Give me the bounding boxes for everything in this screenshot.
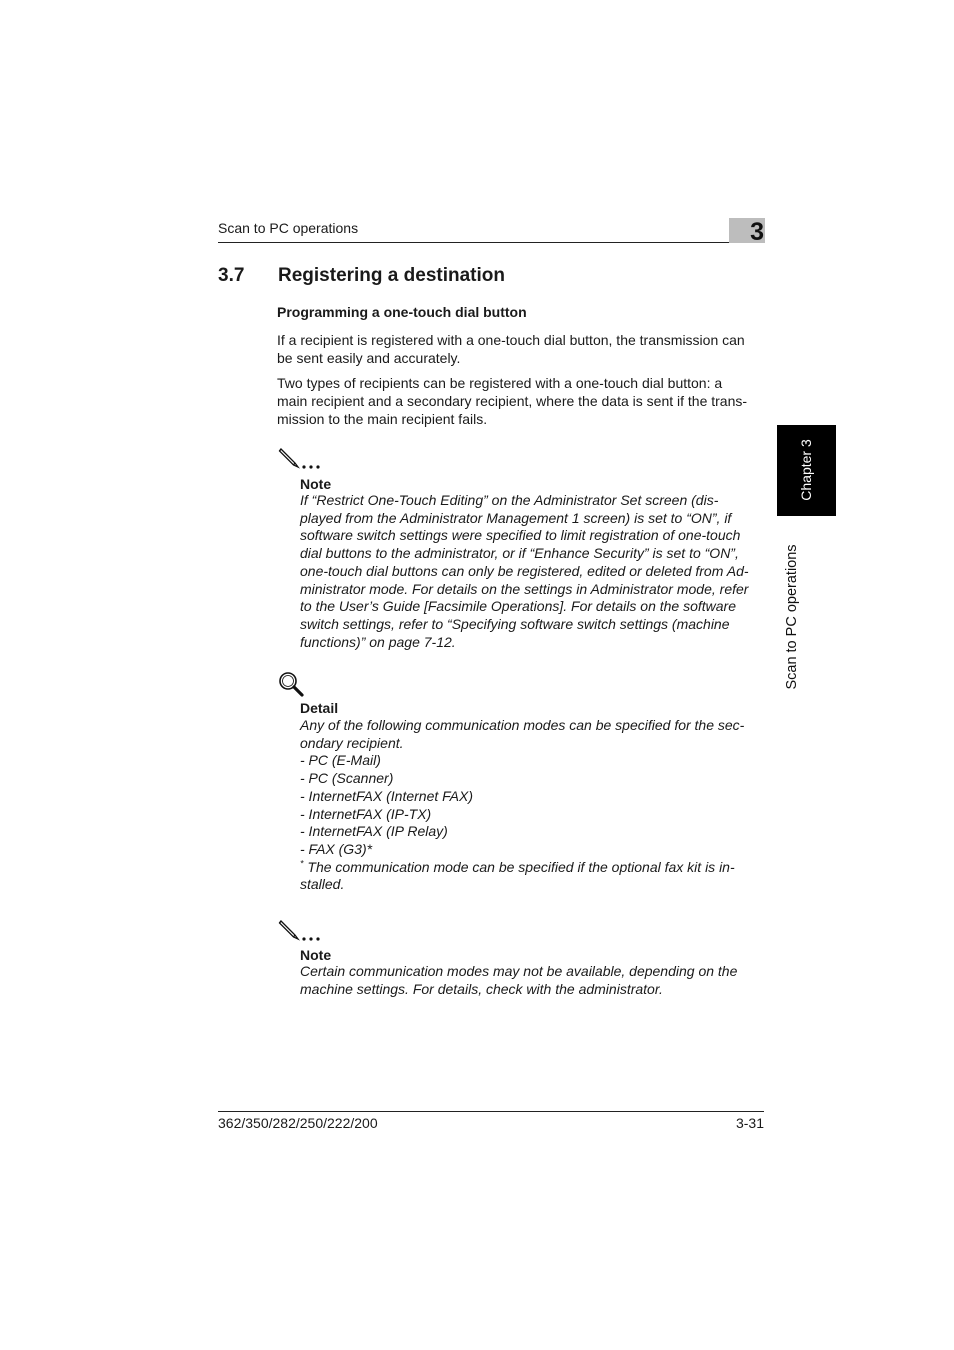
- paragraph-line: Two types of recipients can be registered with a one-touch dial button: a: [277, 375, 723, 391]
- header-rule: [218, 242, 764, 243]
- section-tab-label: Scan to PC operations: [784, 544, 800, 690]
- note-line: software switch settings were specified to limit registration of one-touch: [300, 527, 741, 544]
- note-line: dial buttons to the administrator, or if “Enhance Security” is set to “ON”,: [300, 545, 739, 562]
- note-line: If “Restrict One-Touch Editing” on the Administrator Set screen (dis-: [300, 492, 719, 508]
- chapter-number-badge: 3: [729, 218, 765, 243]
- note-line: one-touch dial buttons can only be registered, edited or deleted from Ad-: [300, 562, 749, 579]
- detail-list-item: - PC (E-Mail): [300, 752, 381, 769]
- note-text: [300, 492, 766, 651]
- pencil-note-icon: [278, 918, 324, 947]
- note-label: Note: [300, 947, 332, 963]
- footnote-line: [300, 859, 766, 877]
- detail-list-item: - InternetFAX (Internet FAX): [300, 787, 473, 804]
- detail-list-item: - InternetFAX (IP Relay): [300, 823, 448, 840]
- note-line: to the User’s Guide [Facsimile Operations]. For details on the software: [300, 598, 737, 615]
- paragraph-line: If a recipient is registered with a one-touch dial button, the transmission can: [277, 332, 745, 348]
- detail-list-item: - InternetFAX (IP-TX): [300, 805, 432, 822]
- footnote-line: stalled.: [300, 876, 345, 893]
- detail-text: [300, 717, 766, 894]
- paragraph-line: mission to the main recipient fails.: [277, 411, 488, 427]
- footer-rule: [218, 1111, 764, 1112]
- note-line: Certain communication modes may not be available, depending on the: [300, 963, 738, 979]
- pencil-note-icon: [278, 446, 324, 475]
- footnote-mark: *: [300, 857, 304, 868]
- section-number: 3.7: [218, 265, 245, 286]
- note-line: played from the Administrator Management 1 screen) is set to “ON”, if: [300, 509, 732, 526]
- subheading: Programming a one-touch dial button: [277, 304, 527, 320]
- paragraph-line: main recipient and a secondary recipient, where the data is sent if the trans-: [277, 393, 748, 409]
- note-text: [300, 963, 766, 998]
- detail-line: ondary recipient.: [300, 734, 404, 751]
- paragraph-2: [277, 374, 765, 428]
- paragraph-1: [277, 331, 765, 367]
- footer-models: 362/350/282/250/222/200: [218, 1115, 378, 1131]
- section-title: Registering a destination: [278, 265, 505, 286]
- note-line: functions)” on page 7-12.: [300, 633, 456, 650]
- paragraph-line: be sent easily and accurately.: [277, 350, 461, 366]
- running-head: Scan to PC operations: [218, 220, 359, 236]
- page-number: 3-31: [735, 1115, 764, 1131]
- note-line: machine settings. For details, check with the administrator.: [300, 980, 663, 997]
- footnote-text: The communication mode can be specified if the optional fax kit is in-: [303, 858, 735, 875]
- note-label: Note: [300, 476, 332, 492]
- note-line: switch settings, refer to “Specifying software switch settings (machine: [300, 615, 730, 632]
- detail-list-item: - FAX (G3)*: [300, 840, 373, 857]
- chapter-tab-label: Chapter 3: [798, 439, 814, 501]
- detail-list-item: - PC (Scanner): [300, 770, 394, 787]
- detail-line: Any of the following communication modes can be specified for the sec-: [300, 717, 745, 733]
- detail-label: Detail: [300, 700, 339, 716]
- note-line: ministrator mode. For details on the settings in Administrator mode, refer: [300, 580, 749, 597]
